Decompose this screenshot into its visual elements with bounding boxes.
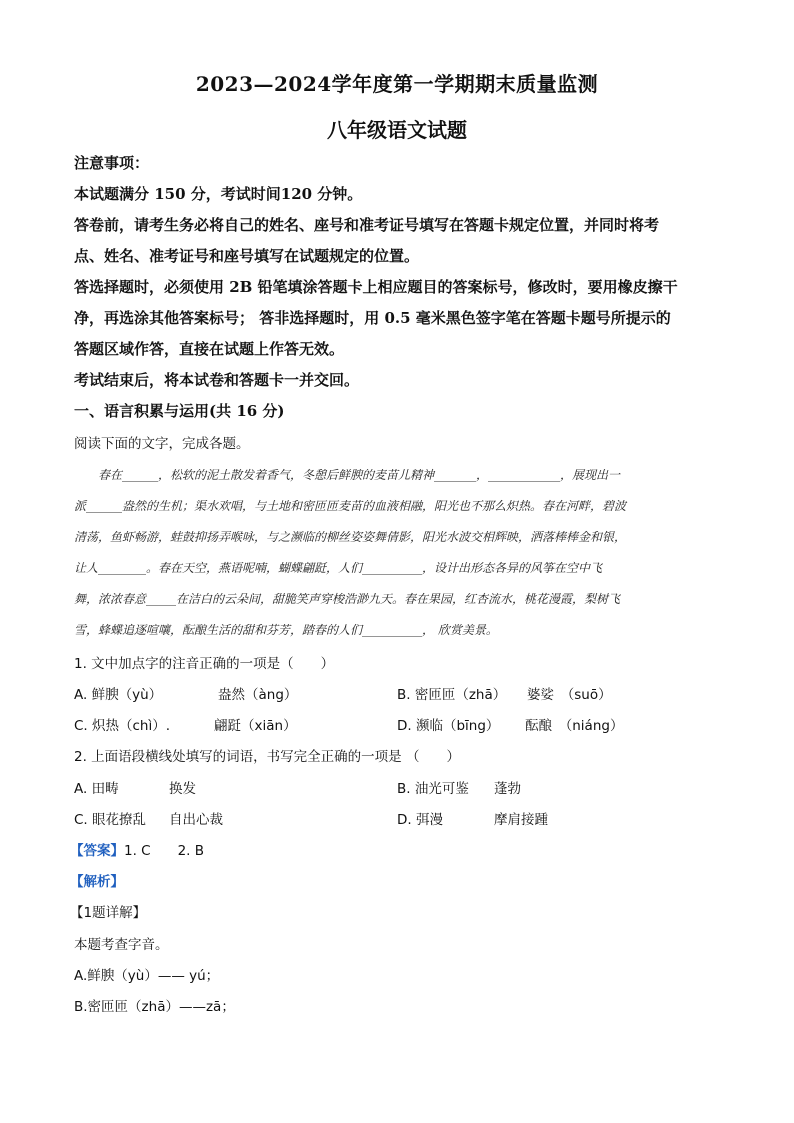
section-heading: 一、语言积累与运用(共 16 分) xyxy=(74,402,285,420)
detail-heading: 【1题详解】 xyxy=(70,905,147,921)
analysis-line-a: A.鲜腴（yù）—— yú； xyxy=(74,968,220,984)
notice-line-5: 净，再选涂其他答案标号； 答非选择题时，用 0.5 毫米黑色签字笔在答题卡题号所提示的 xyxy=(74,309,671,327)
notice-line-1: 本试题满分 150 分，考试时间120 分钟。 xyxy=(74,185,363,203)
passage-line-4: 让人________。春在天空，燕语呢喃，蝴蝶翩跹，人们__________，设计出形态各异的风筝在空中飞 xyxy=(74,561,603,575)
q1-option-a-word2: 盎然（àng） xyxy=(218,687,298,703)
analysis-line-b: B.密匝匝（zhā）——zā； xyxy=(74,999,235,1015)
analysis-intro: 本题考查字音。 xyxy=(74,937,169,953)
analysis-label: 【解析】 xyxy=(70,874,124,890)
q1-option-b-word2: 婆娑 （suō） xyxy=(527,687,612,703)
q1-option-a: A. 鲜腴（yù） xyxy=(74,687,163,703)
passage-line-1: 春在______，松软的泥土散发着香气，冬憩后鲜腴的麦苗儿精神_______，____________，展现出一 xyxy=(98,468,621,482)
exam-title: 2023—2024学年度第一学期期末质量监测 xyxy=(195,72,599,96)
answer-row xyxy=(70,839,204,859)
q1-option-b: B. 密匝匝（zhā） xyxy=(397,687,507,703)
q2-option-a: A. 田畴 xyxy=(74,781,119,797)
exam-subtitle: 八年级语文试题 xyxy=(327,118,467,142)
passage-line-2: 派______盎然的生机；渠水欢唱，与土地和密匝匝麦苗的血液相融，阳光也不那么炽热。春在河畔，碧波 xyxy=(74,499,627,513)
notice-line-4: 答选择题时，必须使用 2B 铅笔填涂答题卡上相应题目的答案标号，修改时，要用橡皮擦干 xyxy=(74,278,678,296)
q2-option-a-word2: 换发 xyxy=(169,781,196,797)
notice-line-2: 答卷前，请考生务必将自己的姓名、座号和准考证号填写在答题卡规定位置，并同时将考 xyxy=(74,216,660,234)
notice-line-3: 点、姓名、准考证号和座号填写在试题规定的位置。 xyxy=(74,247,420,265)
notice-line-7: 考试结束后，将本试卷和答题卡一并交回。 xyxy=(74,371,360,389)
notice-heading: 注意事项： xyxy=(74,154,150,172)
q2-option-c: C. 眼花撩乱 xyxy=(74,812,147,828)
q1-option-c-word2: 翩跹（xiān） xyxy=(214,718,297,734)
answer-text: 1. C 2. B xyxy=(124,843,205,859)
passage-line-6: 雪，蜂蝶追逐喧嚷，酝酿生活的甜和芬芳，踏春的人们__________， 欣赏美景。 xyxy=(74,623,498,637)
q2-option-b: B. 油光可鉴 xyxy=(397,781,469,797)
q1-option-d-word2: 酝酿 （niáng） xyxy=(525,718,624,734)
question-2-stem: 2. 上面语段横线处填写的词语，书写完全正确的一项是 （ ） xyxy=(74,749,460,765)
q2-option-b-word2: 蓬勃 xyxy=(494,781,521,797)
q2-option-d: D. 弭漫 xyxy=(397,812,443,828)
passage-line-5: 舞，浓浓春意_____在洁白的云朵间，甜脆笑声穿梭浩渺九天。春在果园，红杏流水，桃花漫霞，梨树飞 xyxy=(74,592,621,606)
passage-line-3: 清荡，鱼虾畅游，蛙鼓抑扬弄喉咏，与之濒临的柳丝姿姿舞倩影，阳光水波交相辉映，洒落棒棒金和银， xyxy=(74,530,627,544)
section-instruction: 阅读下面的文字，完成各题。 xyxy=(74,436,250,452)
answer-label: 【答案】 xyxy=(70,843,124,859)
q1-option-c: C. 炽热（chì）. xyxy=(74,718,171,734)
question-1-stem: 1. 文中加点字的注音正确的一项是（ ） xyxy=(74,656,335,672)
notice-line-6: 答题区域作答，直接在试题上作答无效。 xyxy=(74,340,345,358)
q2-option-c-word2: 自出心裁 xyxy=(169,812,223,828)
q1-option-d: D. 濒临（bīng） xyxy=(397,718,500,734)
q2-option-d-word2: 摩肩接踵 xyxy=(494,812,548,828)
